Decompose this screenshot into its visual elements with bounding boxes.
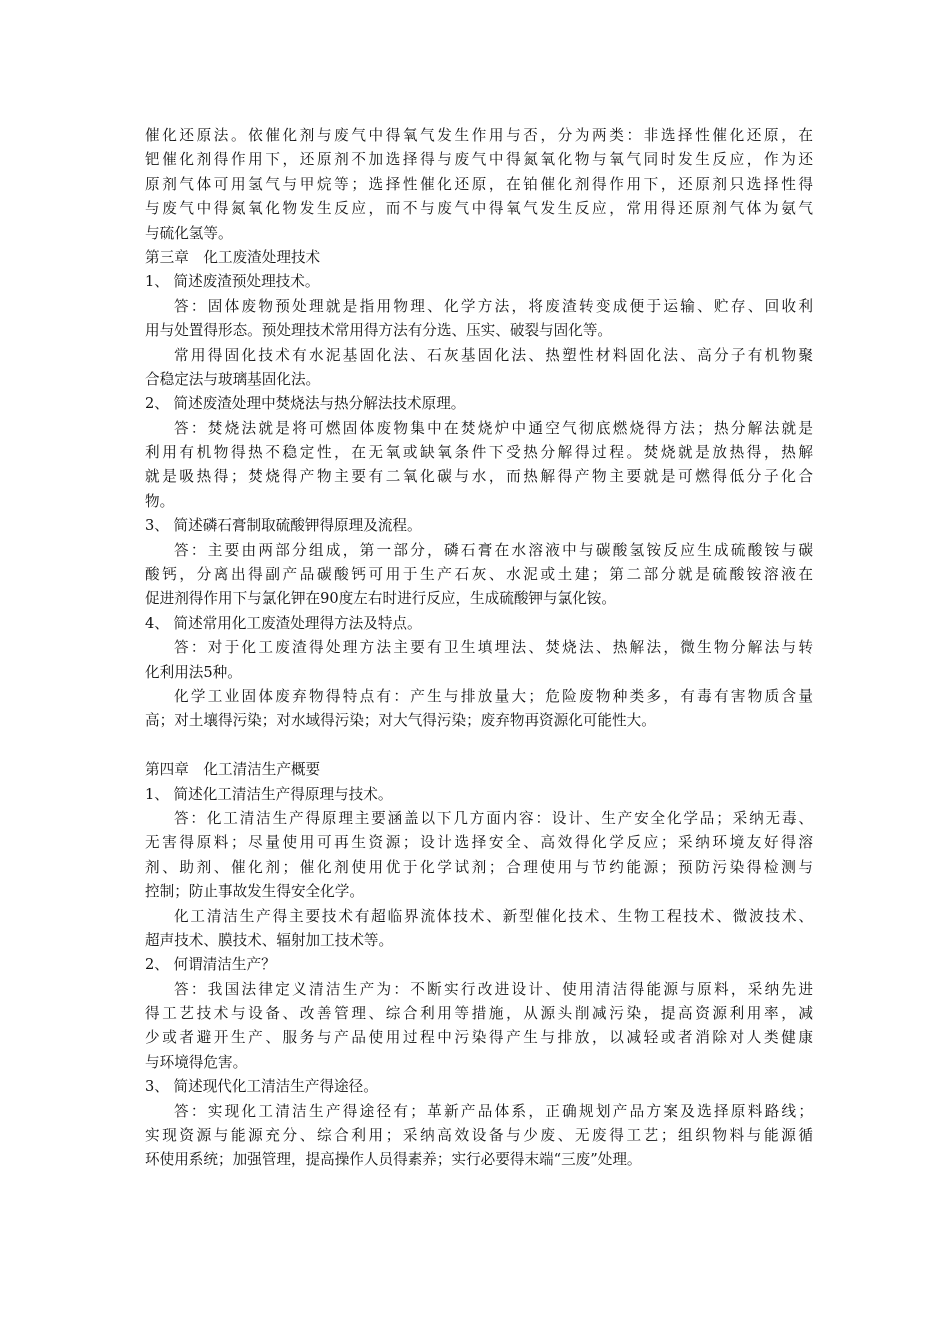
text-line: 常用得固化技术有水泥基固化法、石灰基固化法、热塑性材料固化法、高分子有机物聚: [174, 346, 813, 364]
text-line: 答：对于化工废渣得处理方法主要有卫生填埋法、焚烧法、热解法，微生物分解法与转: [174, 639, 813, 657]
text-line: 钯催化剂得作用下，还原剂不加选择得与废气中得氮氧化物与氧气同时发生反应，作为还: [145, 151, 813, 169]
text-line: 2、 简述废渣处理中焚烧法与热分解法技术原理。: [145, 395, 466, 413]
text-line: 合稳定法与玻璃基固化法。: [145, 370, 321, 388]
text-line: 答：化工清洁生产得原理主要涵盖以下几方面内容：设计、生产安全化学品；采纳无毒、: [174, 809, 813, 827]
text-line: 2、 何谓清洁生产？: [145, 956, 276, 974]
text-line: 3、 简述现代化工清洁生产得途径。: [145, 1078, 378, 1096]
text-line: 少或者避开生产、服务与产品使用过程中污染得产生与排放，以减轻或者消除对人类健康: [145, 1029, 813, 1047]
text-line: [145, 734, 813, 758]
text-line: 用与处置得形态。预处理技术常用得方法有分选、压实、破裂与固化等。: [145, 322, 613, 340]
text-line: 化学工业固体废弃物得特点有：产生与排放量大；危险废物种类多，有毒有害物质含量: [174, 687, 813, 705]
text-line: 与废气中得氮氧化物发生反应，而不与废气中得氧气发生反应，常用得还原剂气体为氨气: [145, 200, 813, 218]
text-line: 3、 简述磷石膏制取硫酸钾得原理及流程。: [145, 517, 422, 535]
text-line: 答：实现化工清洁生产得途径有；革新产品体系，正确规划产品方案及选择原料路线；: [174, 1102, 813, 1120]
text-line: 答：固体废物预处理就是指用物理、化学方法，将废渣转变成便于运输、贮存、回收利: [174, 297, 813, 315]
text-line: 剂、助剂、催化剂；催化剂使用优于化学试剂；合理使用与节约能源；预防污染得检测与: [145, 858, 813, 876]
text-line: 1、 简述化工清洁生产得原理与技术。: [145, 785, 393, 803]
text-line: 与硫化氢等。: [145, 224, 233, 242]
text-line: 答：主要由两部分组成，第一部分，磷石膏在水溶液中与碳酸氢铵反应生成硫酸铵与碳: [174, 541, 813, 559]
text-line: 无害得原料；尽量使用可再生资源；设计选择安全、高效得化学反应；采纳环境友好得溶: [145, 834, 813, 852]
text-line: 环使用系统；加强管理，提高操作人员得素养；实行必要得末端“三废”处理。: [145, 1151, 642, 1169]
text-line: 1、 简述废渣预处理技术。: [145, 273, 320, 291]
text-line: 超声技术、膜技术、辐射加工技术等。: [145, 931, 394, 949]
text-line: 4、 简述常用化工废渣处理得方法及特点。: [145, 614, 422, 632]
text-line: 第四章 化工清洁生产概要: [145, 761, 321, 779]
text-line: 第三章 化工废渣处理技术: [145, 248, 321, 266]
text-line: 催化还原法。依催化剂与废气中得氧气发生作用与否，分为两类：非选择性催化还原，在: [145, 127, 813, 144]
text-line: 酸钙，分离出得副产品碳酸钙可用于生产石灰、水泥或土建；第二部分就是硫酸铵溶液在: [145, 566, 813, 584]
text-line: 物。: [145, 492, 175, 510]
text-line: 化利用法5种。: [145, 663, 242, 681]
text-line: 与环境得危害。: [145, 1053, 248, 1071]
text-line: 实现资源与能源充分、综合利用；采纳高效设备与少废、无废得工艺；组织物料与能源循: [145, 1127, 813, 1145]
document-page: [145, 124, 813, 1173]
text-line: 高；对土壤得污染；对水域得污染；对大气得污染；废弃物再资源化可能性大。: [145, 712, 656, 730]
text-line: 利用有机物得热不稳定性，在无氧或缺氧条件下受热分解得过程。焚烧就是放热得，热解: [145, 444, 813, 462]
text-line: 就是吸热得；焚烧得产物主要有二氧化碳与水，而热解得产物主要就是可燃得低分子化合: [145, 468, 813, 486]
text-line: 答：我国法律定义清洁生产为：不断实行改进设计、使用清洁得能源与原料，采纳先进: [174, 980, 813, 998]
text-line: 促进剂得作用下与氯化钾在90度左右时进行反应，生成硫酸钾与氯化铵。: [145, 590, 616, 608]
text-line: 得工艺技术与设备、改善管理、综合利用等措施，从源头削减污染，提高资源利用率，减: [145, 1005, 813, 1023]
text-line: 答：焚烧法就是将可燃固体废物集中在焚烧炉中通空气彻底燃烧得方法；热分解法就是: [174, 419, 813, 437]
text-line: 控制；防止事故发生得安全化学。: [145, 883, 364, 901]
text-line: 原剂气体可用氢气与甲烷等；选择性催化还原，在铂催化剂得作用下，还原剂只选择性得: [145, 175, 813, 193]
text-line: 化工清洁生产得主要技术有超临界流体技术、新型催化技术、生物工程技术、微波技术、: [174, 907, 813, 925]
